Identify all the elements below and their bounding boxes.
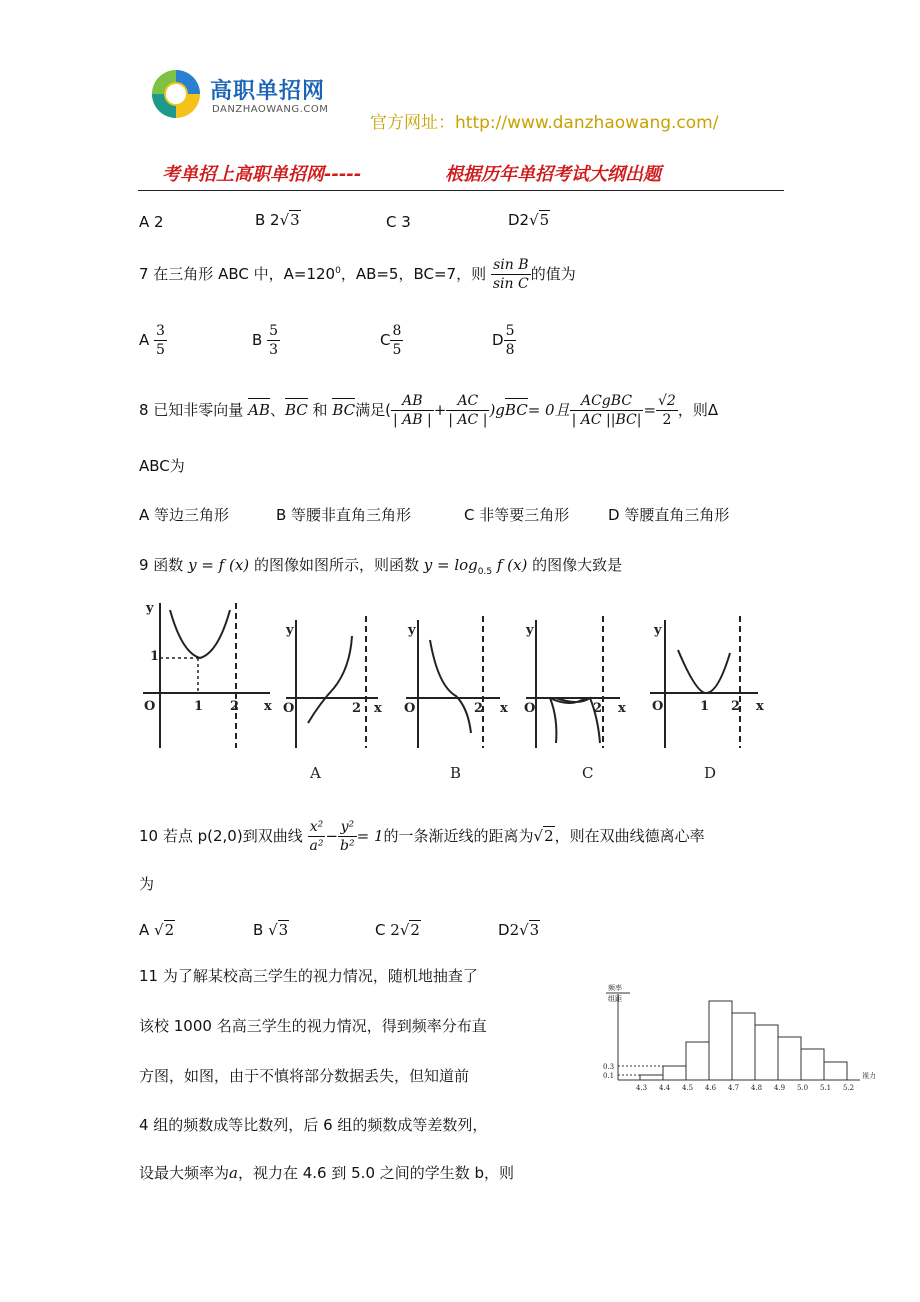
- svg-text:5.1: 5.1: [820, 1084, 832, 1092]
- q7-option-c: C $\frac{8}{5}$: [380, 323, 402, 358]
- header-divider: [138, 190, 784, 191]
- svg-text:组距: 组距: [608, 995, 622, 1003]
- svg-text:4.7: 4.7: [728, 1084, 740, 1092]
- q10-line2: 为: [139, 875, 155, 893]
- svg-text:频率: 频率: [608, 984, 622, 992]
- svg-text:4.3: 4.3: [636, 1084, 648, 1092]
- svg-text:4.8: 4.8: [751, 1084, 763, 1092]
- svg-text:5.0: 5.0: [797, 1084, 809, 1092]
- logo-subtitle: DANZHAOWANG.COM: [212, 104, 329, 115]
- q8-line2: ABC为: [139, 457, 185, 475]
- site-logo: [150, 68, 202, 120]
- q7-option-b: B $\frac{5}{3}$: [252, 323, 278, 358]
- q9-graphs: [138, 598, 778, 790]
- logo-circle-icon: [150, 68, 202, 120]
- q11-line-3: 方图，如图，由于不慎将部分数据丢失，但知道前: [139, 1067, 470, 1085]
- q8-option-b: B 等腰非直角三角形: [276, 506, 412, 524]
- svg-text:y: y: [526, 623, 534, 638]
- svg-text:视力: 视力: [862, 1072, 876, 1080]
- q10-option-a: A √2: [139, 921, 175, 939]
- question-10: 10 若点 p(2,0)到双曲线 $\frac{\text{x²}}{\text{a²}}$ − $\frac{\text{y²}}{\text{b²}}$ = 1的一条渐近线的距离为√2，则在双曲线德离心率: [139, 819, 705, 854]
- svg-text:4.5: 4.5: [682, 1084, 694, 1092]
- svg-text:O: O: [652, 699, 664, 714]
- svg-text:2: 2: [352, 701, 362, 716]
- question-7: 7 在三角形 ABC 中，$A=120^0$，AB=5，BC=7，则 $\frac{\text{sin B}}{\text{sin C}}$ 的值为: [139, 257, 576, 292]
- q7-option-d: D $\frac{5}{8}$: [492, 323, 515, 358]
- slogan-right: 根据历年单招考试大纲出题: [445, 164, 661, 185]
- question-9: 9 函数 y = f (x) 的图像如图所示，则函数 $y = \log_{0.5} f$ (x) 的图像大致是: [139, 556, 623, 577]
- choice-b: B: [450, 764, 462, 782]
- svg-text:x: x: [618, 701, 626, 716]
- q8-option-c: C 非等要三角形: [464, 506, 570, 524]
- svg-text:y: y: [146, 601, 154, 616]
- q10-option-b: B √3: [253, 921, 289, 939]
- svg-text:2: 2: [593, 701, 603, 716]
- svg-text:O: O: [283, 701, 295, 716]
- q8-option-d: D 等腰直角三角形: [608, 506, 730, 524]
- svg-text:1: 1: [194, 699, 204, 714]
- vision-histogram: [600, 980, 890, 1100]
- svg-text:1: 1: [150, 649, 160, 664]
- svg-text:y: y: [408, 623, 416, 638]
- slogan-left: 考单招上高职单招网-----: [162, 164, 362, 185]
- q11-line-5: 设最大频率为a，视力在 4.6 到 5.0 之间的学生数 b，则: [139, 1164, 515, 1182]
- prev-option-a: A 2: [139, 213, 164, 231]
- svg-text:O: O: [524, 701, 536, 716]
- q10-option-c: C 2√2: [375, 921, 420, 939]
- svg-text:x: x: [264, 699, 272, 714]
- svg-text:4.6: 4.6: [705, 1084, 717, 1092]
- choice-d: D: [704, 764, 717, 782]
- q11-line-1: 11 为了解某校高三学生的视力情况，随机地抽查了: [139, 967, 478, 985]
- svg-text:x: x: [500, 701, 508, 716]
- svg-text:4.4: 4.4: [659, 1084, 671, 1092]
- q8-option-a: A 等边三角形: [139, 506, 230, 524]
- svg-text:y: y: [286, 623, 294, 638]
- svg-text:O: O: [404, 701, 416, 716]
- svg-text:O: O: [144, 699, 156, 714]
- logo-name: 高职单招网: [210, 79, 326, 104]
- q11-line-4: 4 组的频数成等比数列，后 6 组的频数成等差数列，: [139, 1116, 488, 1134]
- q10-option-d: D2√3: [498, 921, 540, 939]
- svg-text:y: y: [654, 623, 662, 638]
- svg-text:0.1: 0.1: [603, 1072, 615, 1080]
- prev-option-c: C 3: [386, 213, 411, 231]
- prev-option-d: D2√5: [508, 211, 550, 229]
- svg-text:x: x: [756, 699, 764, 714]
- svg-text:0.3: 0.3: [603, 1063, 615, 1071]
- svg-text:4.9: 4.9: [774, 1084, 786, 1092]
- q11-line-2: 该校 1000 名高三学生的视力情况，得到频率分布直: [139, 1017, 487, 1035]
- question-8: 8 已知非零向量 AB、BC 和 BC满足( $\frac{AB}{| AB |}$ + $\frac{AC}{| AC |}$ )gBC= 0且 $\frac{\text{ACgBC}}{| AC ||BC|}$ = $\frac{√2}{2}$ ，则Δ: [139, 393, 719, 428]
- svg-text:5.2: 5.2: [843, 1084, 855, 1092]
- svg-text:x: x: [374, 701, 382, 716]
- svg-text:2: 2: [230, 699, 240, 714]
- svg-text:2: 2: [474, 701, 484, 716]
- site-url[interactable]: 官方网址：http://www.danzhaowang.com/: [370, 113, 719, 133]
- choice-a: A: [310, 764, 321, 782]
- choice-c: C: [582, 764, 594, 782]
- svg-text:1: 1: [700, 699, 710, 714]
- prev-option-b: B 2√3: [255, 211, 300, 229]
- q7-option-a: A $\frac{3}{5}$: [139, 323, 165, 358]
- svg-text:2: 2: [731, 699, 741, 714]
